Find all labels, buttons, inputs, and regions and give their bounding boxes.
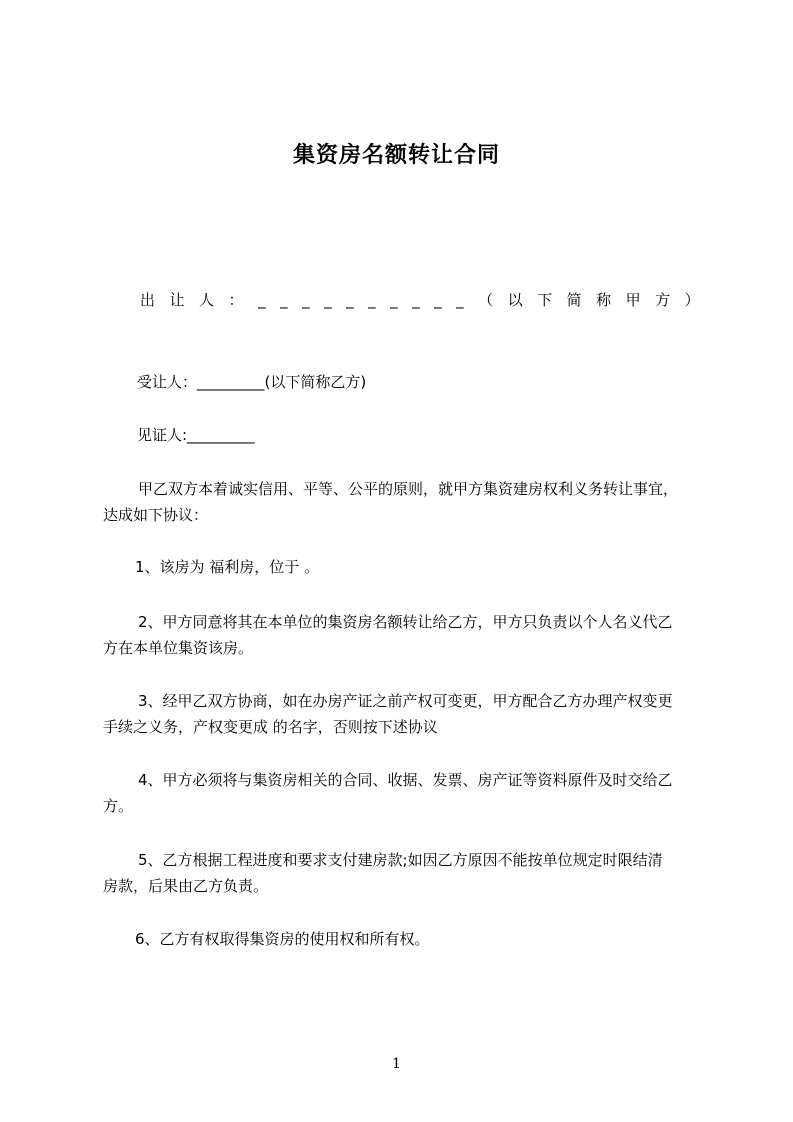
transferor-char: 简	[566, 291, 582, 309]
page-number: 1	[392, 1056, 401, 1072]
transferee-line: 受让人：_________(以下简称乙方)	[137, 373, 367, 391]
clause-4	[103, 767, 713, 819]
transferor-line	[140, 290, 700, 310]
intro-line-2: 达成如下协议：	[103, 506, 209, 524]
transferor-blank: _	[434, 291, 442, 309]
witness-line: 见证人:_________	[137, 426, 255, 444]
clause-1	[103, 554, 713, 580]
transferor-char: 甲	[625, 291, 641, 309]
transferor-char: 方	[655, 291, 671, 309]
clause-3	[103, 688, 713, 740]
transferor-char: （	[478, 291, 494, 309]
transferor-blank: _	[390, 291, 398, 309]
clause-line-2: 手续之义务，产权变更成 的名字，否则按下述协议	[103, 718, 438, 736]
transferor-blank: _	[456, 291, 464, 309]
transferor-char: 以	[507, 291, 523, 309]
transferor-char: 让	[169, 291, 185, 309]
clause-line-2: 方。	[103, 797, 134, 815]
transferor-blank: _	[346, 291, 354, 309]
clause-line-2: 方在本单位集资该房。	[103, 639, 254, 657]
clause-line-2: 房款，后果由乙方负责。	[103, 877, 269, 895]
transferor-char: ：	[228, 291, 244, 309]
transferor-blank: _	[412, 291, 420, 309]
transferor-char: 人	[199, 291, 215, 309]
clause-line-1: 1、该房为 福利房，位于 。	[135, 558, 320, 576]
transferor-char: ）	[684, 291, 700, 309]
document-title: 集资房名额转让合同	[292, 143, 500, 168]
clause-line-1: 3、经甲乙双方协商，如在办房产证之前产权可变更，甲方配合乙方办理产权变更	[138, 692, 673, 710]
transferor-blank: _	[302, 291, 310, 309]
clause-line-1: 2、甲方同意将其在本单位的集资房名额转让给乙方，甲方只负责以个人名义代乙	[138, 613, 673, 631]
transferor-blank: _	[280, 291, 288, 309]
clause-6	[103, 926, 713, 952]
clause-line-1: 6、乙方有权取得集资房的使用权和所有权。	[135, 930, 430, 948]
intro-line-1: 甲乙双方本着诚实信用、平等、公平的原则，就甲方集资建房权利义务转让事宜，	[138, 480, 679, 498]
transferor-blank: _	[324, 291, 332, 309]
clause-line-1: 5、乙方根据工程进度和要求支付建房款;如因乙方原因不能按单位规定时限结清	[138, 851, 663, 869]
transferor-blank: _	[258, 291, 266, 309]
clause-line-1: 4、甲方必须将与集资房相关的合同、收据、发票、房产证等资料原件及时交给乙	[138, 771, 673, 789]
transferor-char: 称	[596, 291, 612, 309]
intro-paragraph	[103, 476, 713, 528]
transferor-char: 下	[537, 291, 553, 309]
clause-5	[103, 847, 713, 899]
clause-2	[103, 609, 713, 661]
transferor-char: 出	[140, 291, 156, 309]
transferor-blank: _	[368, 291, 376, 309]
